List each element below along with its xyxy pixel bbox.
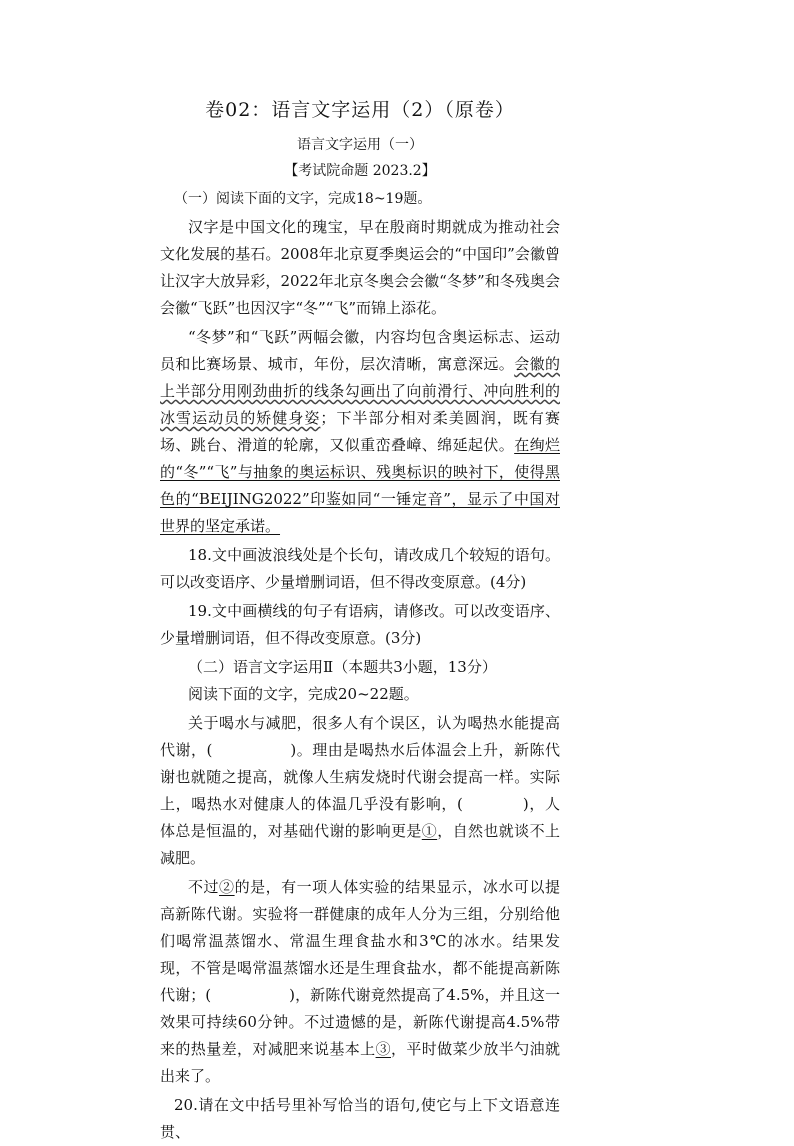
- document-page: [160, 95, 560, 1146]
- passage1-paragraph1: 汉字是中国文化的瑰宝，早在殷商时期就成为推动社会文化发展的基石。2008年北京夏季奥运会的“中国印”会徽曾让汉字大放异彩，2022年北京冬奥会会徽“冬梦”和冬残奥会会徽“飞跃”也因汉字“冬”“飞”而锦上添花。: [160, 218, 560, 317]
- p1-text-a: 关于喝水与减肥，很多人有个误区，认为喝热水能提高代谢，(: [160, 714, 560, 759]
- p2-text-b: 的是，有一项人体实验的结果显示，冰水可以提高新陈代谢。实验将一群健康的成年人分为三组，分别给他们喝常温蒸馏水、常温生理食盐水和3℃的冰水。结果发现，不管是喝常温蒸馏水还是生理食盐水，都不能提高新陈代谢；(: [160, 878, 560, 1004]
- para2-text-b: ；下半部分相对柔美圆润，既有赛场、跳台、滑道的轮廓，又似重峦叠嶂、绵延起伏。: [160, 409, 560, 454]
- marker-2: ②: [219, 878, 235, 896]
- passage1-paragraph2: [160, 324, 560, 540]
- question-19: 19.文中画横线的句子有语病，请修改。可以改变语序、少量增删词语，但不得改变原意。(3分): [160, 602, 560, 647]
- p2-text-d: ，平时做菜少放半勺油就出来了。: [160, 1040, 560, 1085]
- marker-1: ①: [421, 822, 438, 840]
- part1-instruction: （一）阅读下面的文字，完成18~19题。: [174, 191, 432, 207]
- underlined-sentence: 在绚烂的“冬”“飞”与抽象的奥运标识、残奥标识的映衬下，使得黑色的“BEIJING2022”印鉴如同“一锤定音”，显示了中国对世界的坚定承诺。: [160, 436, 560, 535]
- document-subtitle: 语言文字运用（一）: [297, 137, 423, 153]
- p2-text-c: )，新陈代谢竟然提高了4.5%，并且这一效果可持续60分钟。不过遗憾的是，新陈代谢提高4.5%带来的热量差，对减肥来说基本上: [160, 986, 560, 1058]
- marker-3: ③: [375, 1040, 391, 1058]
- p2-text-a: 不过: [188, 878, 220, 896]
- wavy-underlined-sentence: 会徽的上半部分用刚劲曲折的线条勾画出了向前滑行、冲向胜利的冰雪运动员的矫健身姿: [160, 355, 560, 427]
- p1-text-d: ，自然也就谈不上减肥。: [160, 822, 560, 867]
- para2-text-a: “冬梦”和“飞跃”两幅会徽，内容均包含奥运标志、运动员和比赛场景、城市，年份，层次清晰，寓意深远。: [160, 328, 560, 373]
- passage2-paragraph1: [160, 710, 560, 872]
- p1-text-b: )。理由是喝热水后体温会上升，新陈代谢也就随之提高，就像人生病发烧时代谢会提高一样。实际上，喝热水对健康人的体温几乎没有影响，(: [160, 741, 560, 813]
- passage2-paragraph2: [160, 874, 560, 1090]
- exam-source: 【考试院命题 2023.2】: [284, 163, 436, 179]
- part2-instruction: （二）语言文字运用Ⅱ（本题共3小题，13分）: [188, 658, 497, 676]
- p1-text-c: )，人体总是恒温的，对基础代谢的影响更是: [160, 795, 560, 840]
- part2-read-instruction: 阅读下面的文字，完成20~22题。: [188, 685, 419, 703]
- question-20: 20.请在文中括号里补写恰当的语句,使它与上下文语意连贯、: [160, 1096, 560, 1141]
- document-title: 卷02：语言文字运用（2）（原卷）: [205, 99, 515, 121]
- question-18: 18.文中画波浪线处是个长句，请改成几个较短的语句。可以改变语序、少量增删词语，但不得改变原意。(4分): [160, 546, 560, 591]
